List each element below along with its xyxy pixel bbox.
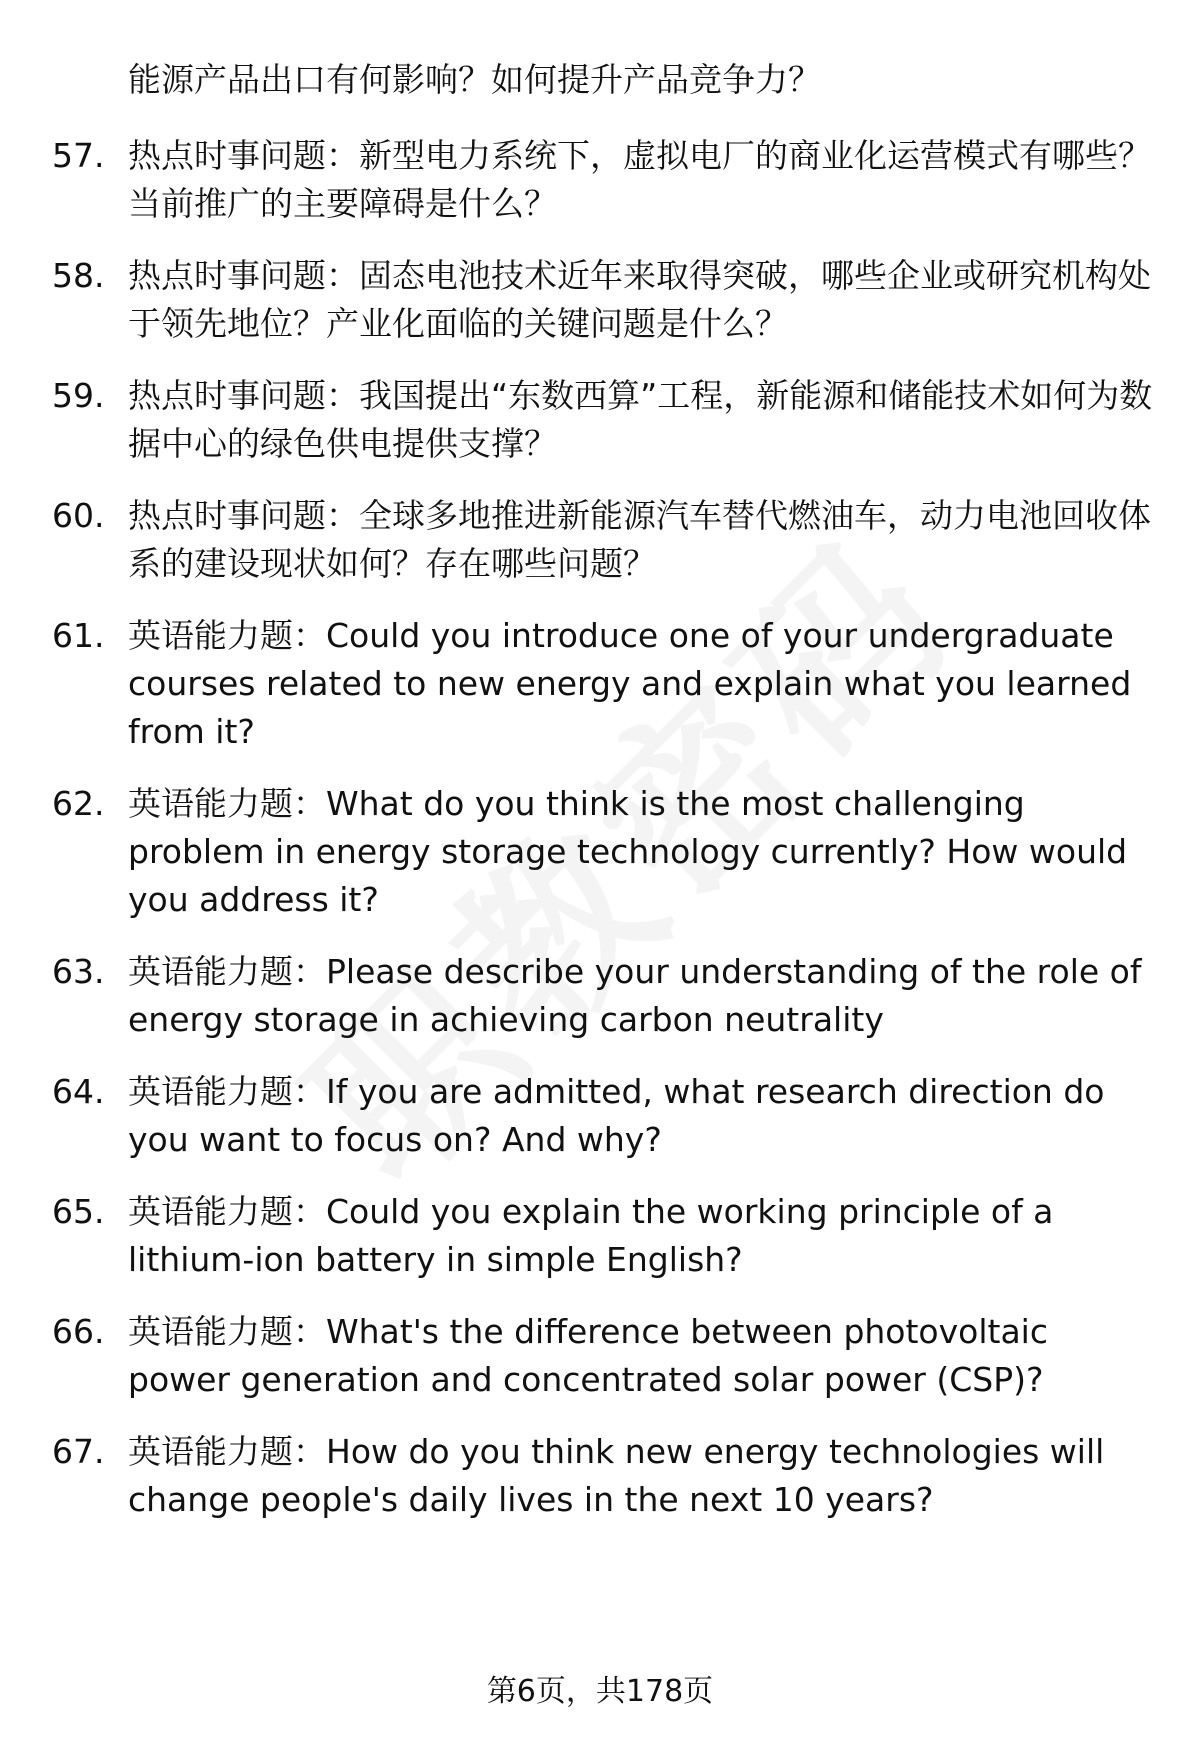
question-number: 65. (52, 1192, 105, 1231)
question-number: 60. (52, 496, 105, 535)
question-item-65 (0, 1188, 1200, 1284)
continuation-text: 能源产品出口有何影响？如何提升产品竞争力？ (128, 60, 821, 99)
question-text: 热点时事问题：固态电池技术近年来取得突破，哪些企业或研究机构处于领先地位？产业化面临的关键问题是什么？ (128, 256, 1151, 343)
question-item-60 (0, 492, 1200, 588)
question-number: 58. (52, 256, 105, 295)
question-item-59 (0, 372, 1200, 468)
question-number: 61. (52, 616, 105, 655)
question-text: 英语能力题：What do you think is the most challenging problem in energy storage technology currently? How would you address it? (128, 784, 1128, 919)
question-text: 英语能力题：Please describe your understanding of the role of energy storage in achieving carbon neutrality (128, 952, 1142, 1039)
question-text: 英语能力题：Could you introduce one of your undergraduate courses related to new energy and explain what you learned from it? (128, 616, 1132, 751)
page-footer: 第6页，共178页 (486, 1674, 714, 1709)
question-number: 66. (52, 1312, 105, 1351)
question-number: 62. (52, 784, 105, 823)
question-number: 63. (52, 952, 105, 991)
question-number: 64. (52, 1072, 105, 1111)
question-item-61 (0, 612, 1200, 756)
question-item-58 (0, 252, 1200, 348)
question-item-57 (0, 132, 1200, 228)
question-number: 59. (52, 376, 105, 415)
question-text: 英语能力题：Could you explain the working principle of a lithium-ion battery in simple English? (128, 1192, 1054, 1279)
question-item-64 (0, 1068, 1200, 1164)
question-item-67 (0, 1428, 1200, 1524)
question-item-63 (0, 948, 1200, 1044)
question-item-66 (0, 1308, 1200, 1404)
question-number: 67. (52, 1432, 105, 1471)
question-text: 热点时事问题：新型电力系统下，虚拟电厂的商业化运营模式有哪些？当前推广的主要障碍是什么？ (128, 136, 1151, 223)
question-item-62 (0, 780, 1200, 924)
question-text: 英语能力题：How do you think new energy technologies will change people's daily lives in the next 10 years? (128, 1432, 1105, 1519)
question-text: 热点时事问题：我国提出“东数西算”工程，新能源和储能技术如何为数据中心的绿色供电提供支撑？ (128, 376, 1153, 463)
question-text: 热点时事问题：全球多地推进新能源汽车替代燃油车，动力电池回收体系的建设现状如何？存在哪些问题？ (128, 496, 1151, 583)
question-list (0, 132, 1200, 1524)
question-text: 英语能力题：If you are admitted, what research direction do you want to focus on? And why? (128, 1072, 1105, 1159)
question-text: 英语能力题：What's the difference between photovoltaic power generation and concentrated solar power (CSP)? (128, 1312, 1048, 1399)
question-number: 57. (52, 136, 105, 175)
